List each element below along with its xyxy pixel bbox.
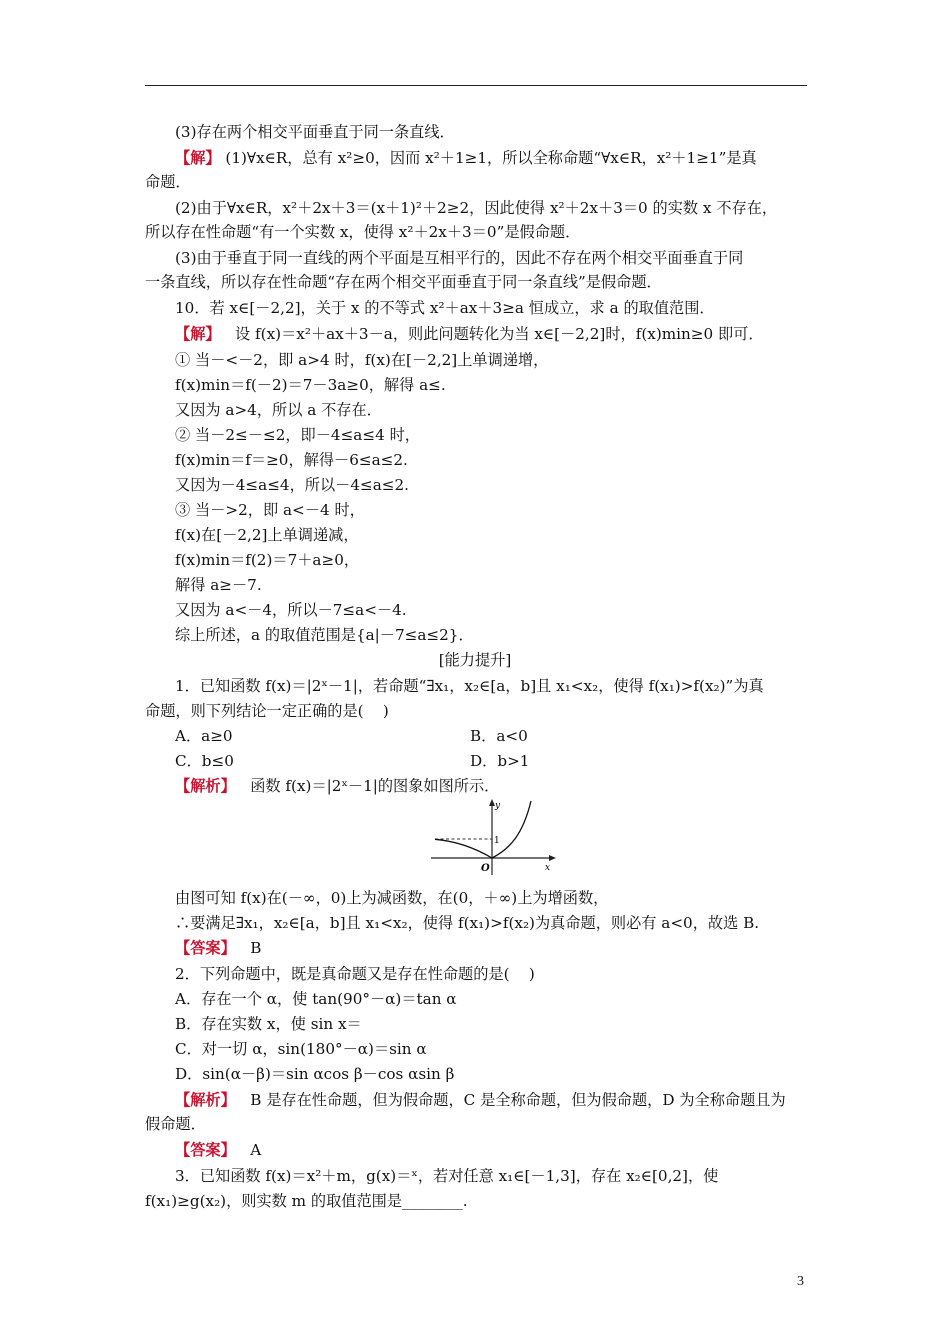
- text-line: 由图可知 f(x)在(－∞，0)上为减函数，在(0，＋∞)上为增函数，: [175, 889, 609, 907]
- x-axis-arrow: [549, 855, 556, 861]
- answer-line: [175, 1138, 261, 1162]
- text-line: B: [235, 939, 262, 957]
- text-line: ③ 当－>2，即 a<－4 时，: [175, 501, 365, 519]
- text-line: f(x₁)≥g(x₂)，则实数 m 的取值范围是________.: [145, 1192, 468, 1210]
- text-line: f(x)min＝f(2)＝7＋a≥0，: [175, 551, 360, 569]
- text-line: 解得 a≥－7.: [175, 576, 262, 594]
- text-line: 又因为 a<－4，所以－7≤a<－4.: [175, 601, 407, 619]
- option-c: C．对一切 α，sin(180°－α)＝sin α: [175, 1040, 427, 1058]
- text-line: 又因为 a>4，所以 a 不存在．: [175, 401, 382, 419]
- text-line: 设 f(x)＝x²＋ax＋3－a，则此问题转化为当 x∈[－2,2]时，f(x)min≥0 即可．: [220, 325, 764, 343]
- solution-tag: 【解】: [175, 149, 221, 167]
- solution-tag: 【解】: [175, 325, 221, 343]
- text-line: ∴要满足∃x₁，x₂∈[a，b]且 x₁<x₂，使得 f(x₁)>f(x₂)为真命题，则必有 a<0，故选 B.: [175, 914, 760, 932]
- answer-line: [175, 936, 261, 960]
- text-line: 一条直线，所以存在性命题“存在两个相交平面垂直于同一条直线”是假命题．: [145, 273, 662, 291]
- text-line: B 是存在性命题，但为假命题，C 是全称命题，但为假命题，D 为全称命题且为: [235, 1091, 786, 1109]
- solution-line: [175, 146, 757, 170]
- analysis-line: [175, 774, 499, 798]
- option-c: C．b≤0: [175, 752, 234, 770]
- analysis-tag: 【解析】: [175, 777, 236, 795]
- page-number: 3: [797, 1274, 804, 1289]
- option-a: A．存在一个 α，使 tan(90°－α)＝tan α: [175, 990, 457, 1008]
- text-line: f(x)在[－2,2]上单调递减，: [175, 526, 359, 544]
- question-1: 1．已知函数 f(x)＝|2ˣ－1|，若命题“∃x₁，x₂∈[a，b]且 x₁<x₂，使得 f(x₁)>f(x₂)”为真: [175, 677, 764, 695]
- option-a: A．a≥0: [175, 727, 233, 745]
- x-label: x: [545, 863, 551, 873]
- question-10: 10．若 x∈[－2,2]，关于 x 的不等式 x²＋ax＋3≥a 恒成立，求 a 的取值范围．: [175, 299, 715, 317]
- text-line: 函数 f(x)＝|2ˣ－1|的图象如图所示．: [235, 777, 500, 795]
- header-rule: [145, 85, 807, 86]
- option-d: D．b>1: [470, 752, 530, 770]
- option-d: D．sin(α－β)＝sin αcos β－cos αsin β: [175, 1065, 455, 1083]
- text-line: (2)由于∀x∈R，x²＋2x＋3＝(x＋1)²＋2≥2，因此使得 x²＋2x＋3＝0 的实数 x 不存在，: [175, 199, 778, 217]
- question-3: 3．已知函数 f(x)＝x²＋m，g(x)＝ˣ，若对任意 x₁∈[－1,3]，存在 x₂∈[0,2]，使: [175, 1167, 719, 1185]
- origin-label: O: [481, 863, 490, 874]
- text-line: 又因为－4≤a≤4，所以－4≤a≤2.: [175, 476, 409, 494]
- text-line: 命题．: [145, 173, 191, 191]
- text-line: f(x)min＝f＝≥0，解得－6≤a≤2.: [175, 451, 408, 469]
- text-line: 命题，则下列结论一定正确的是( ): [145, 702, 389, 720]
- text-line: ② 当－2≤－≤2，即－4≤a≤4 时，: [175, 426, 420, 444]
- answer-tag: 【答案】: [175, 1141, 236, 1159]
- option-b: B．存在实数 x，使 sin x＝: [175, 1015, 362, 1033]
- text-line: A: [235, 1141, 262, 1159]
- text-line: (3)由于垂直于同一直线的两个平面是互相平行的，因此不存在两个相交平面垂直于同: [175, 249, 744, 267]
- text-line: (3)存在两个相交平面垂直于同一条直线．: [175, 123, 455, 141]
- text-line: 所以存在性命题“有一个实数 x，使得 x²＋2x＋3＝0”是假命题．: [145, 223, 581, 241]
- option-b: B．a<0: [470, 727, 528, 745]
- solution-line: [175, 322, 764, 346]
- y-label: y: [495, 801, 501, 811]
- function-graph: [425, 799, 557, 877]
- section-heading: [能力提升]: [438, 651, 512, 669]
- text-line: ① 当－<－2，即 a>4 时，f(x)在[－2,2]上单调递增，: [175, 351, 549, 369]
- answer-tag: 【答案】: [175, 939, 236, 957]
- function-curve: [435, 801, 531, 858]
- analysis-tag: 【解析】: [175, 1091, 236, 1109]
- text-line: (1)∀x∈R，总有 x²≥0，因而 x²＋1≥1，所以全称命题“∀x∈R，x²＋1≥1”是真: [225, 149, 757, 167]
- question-2: 2．下列命题中，既是真命题又是存在性命题的是( ): [175, 965, 535, 983]
- one-label: 1: [494, 836, 500, 846]
- analysis-line: [175, 1088, 786, 1112]
- text-line: f(x)min＝f(－2)＝7－3a≥0，解得 a≤.: [175, 376, 446, 394]
- text-line: 假命题．: [145, 1115, 206, 1133]
- text-line: 综上所述，a 的取值范围是{a|－7≤a≤2}．: [175, 626, 474, 644]
